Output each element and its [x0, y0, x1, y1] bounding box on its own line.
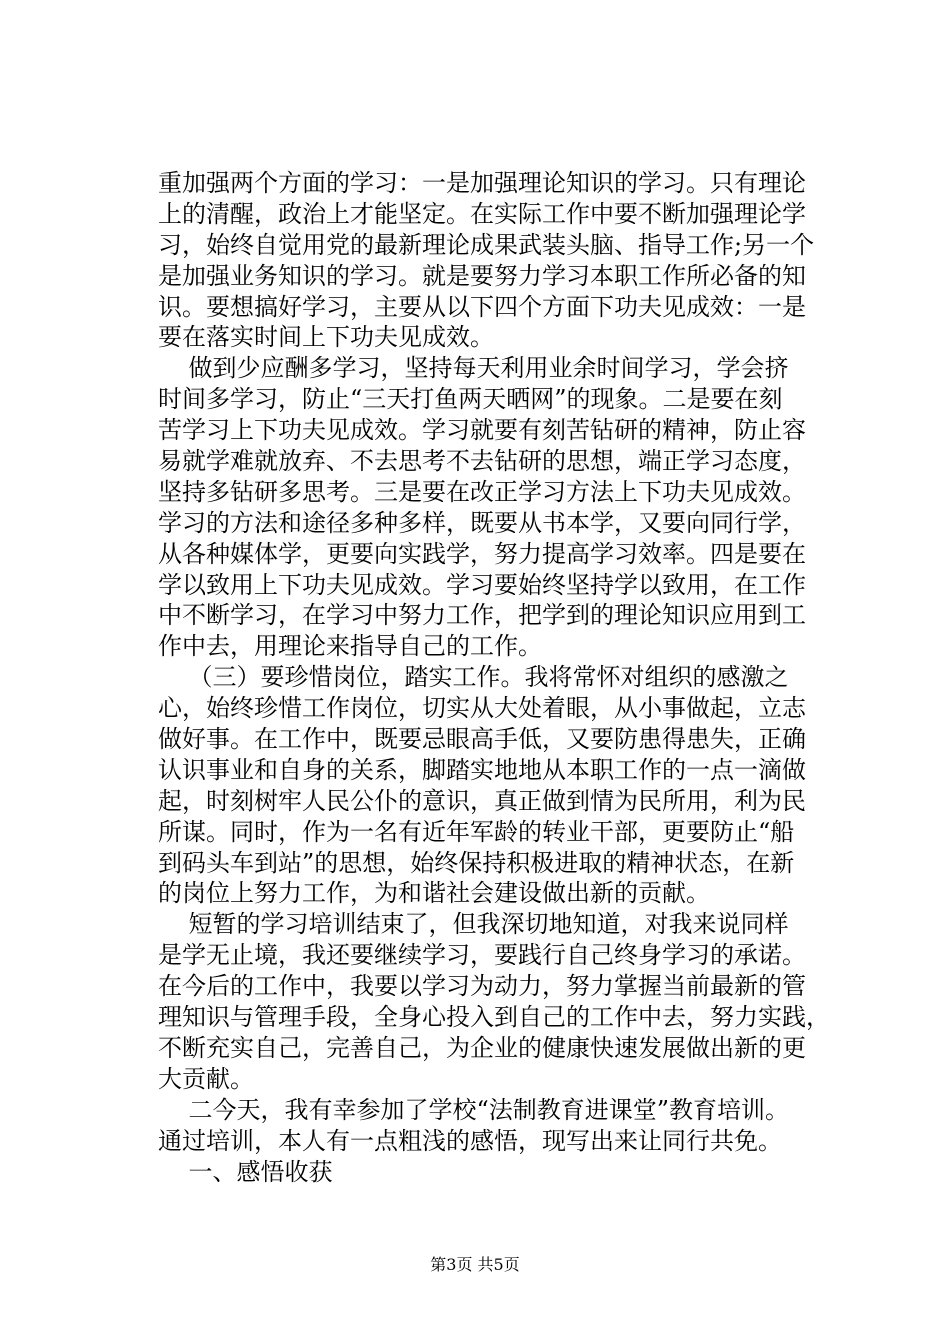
text-line: 要在落实时间上下功夫见成效。 — [158, 323, 494, 352]
text-line: 时间多学习，防止“三天打鱼两天晒网”的现象。二是要在刻 — [158, 385, 783, 414]
text-line: 识。要想搞好学习，主要从以下四个方面下功夫见成效：一是 — [158, 292, 806, 321]
text-line: 理知识与管理手段，全身心投入到自己的工作中去，努力实践， — [158, 1003, 830, 1032]
text-line: 作中去，用理论来指导自己的工作。 — [158, 632, 542, 661]
text-line: 一、感悟收获 — [158, 1157, 333, 1186]
text-line: （三）要珍惜岗位，踏实工作。我将常怀对组织的感激之 — [158, 663, 789, 692]
text-line: 认识事业和自身的关系，脚踏实地地从本职工作的一点一滴做 — [158, 755, 806, 784]
text-line: 到码头车到站”的思想，始终保持积极进取的精神状态，在新 — [158, 848, 795, 877]
text-line: 是学无止境，我还要继续学习，要践行自己终身学习的承诺。 — [158, 941, 806, 970]
text-line: 中不断学习，在学习中努力工作，把学到的理论知识应用到工 — [158, 601, 806, 630]
document-body — [158, 168, 830, 1187]
text-line: 的岗位上努力工作，为和谐社会建设做出新的贡献。 — [158, 879, 710, 908]
text-line: 心，始终珍惜工作岗位，切实从大处着眼，从小事做起，立志 — [158, 694, 806, 723]
text-line: 做到少应酬多学习，坚持每天利用业余时间学习，学会挤 — [158, 354, 789, 383]
text-line: 重加强两个方面的学习：一是加强理论知识的学习。只有理论 — [158, 169, 806, 197]
text-line: 从各种媒体学，更要向实践学，努力提高学习效率。四是要在 — [158, 539, 806, 568]
text-line: 二今天，我有幸参加了学校“法制教育进课堂”教育培训。 — [158, 1095, 790, 1124]
text-line: 坚持多钻研多思考。三是要在改正学习方法上下功夫见成效。 — [158, 477, 806, 506]
text-line: 所谋。同时，作为一名有近年军龄的转业干部，更要防止“船 — [158, 817, 795, 846]
text-line: 不断充实自己，完善自己，为企业的健康快速发展做出新的更 — [158, 1033, 806, 1062]
text-line: 是加强业务知识的学习。就是要努力学习本职工作所必备的知 — [158, 261, 806, 290]
text-line: 做好事。在工作中，既要忌眼高手低，又要防患得患失，正确 — [158, 725, 806, 754]
text-line: 起，时刻树牢人民公仆的意识，真正做到情为民所用，利为民 — [158, 786, 806, 815]
text-line: 苦学习上下功夫见成效。学习就要有刻苦钻研的精神，防止容 — [158, 416, 806, 445]
text-line: 学以致用上下功夫见成效。学习要始终坚持学以致用，在工作 — [158, 570, 806, 599]
text-line: 大贡献。 — [158, 1064, 254, 1093]
page-footer: 第3页 共5页 — [430, 1255, 520, 1274]
text-line: 易就学难就放弃、不去思考不去钻研的思想，端正学习态度， — [158, 447, 806, 476]
text-line: 习，始终自觉用党的最新理论成果武装头脑、指导工作;另一个 — [158, 230, 815, 259]
text-line: 学习的方法和途径多种多样，既要从书本学，又要向同行学， — [158, 508, 806, 537]
text-line: 通过培训，本人有一点粗浅的感悟，现写出来让同行共免。 — [158, 1126, 782, 1155]
text-line: 短暂的学习培训结束了，但我深切地知道，对我来说同样 — [158, 910, 789, 939]
text-line: 上的清醒，政治上才能坚定。在实际工作中要不断加强理论学 — [158, 199, 806, 228]
text-line: 在今后的工作中，我要以学习为动力，努力掌握当前最新的管 — [158, 972, 806, 1001]
